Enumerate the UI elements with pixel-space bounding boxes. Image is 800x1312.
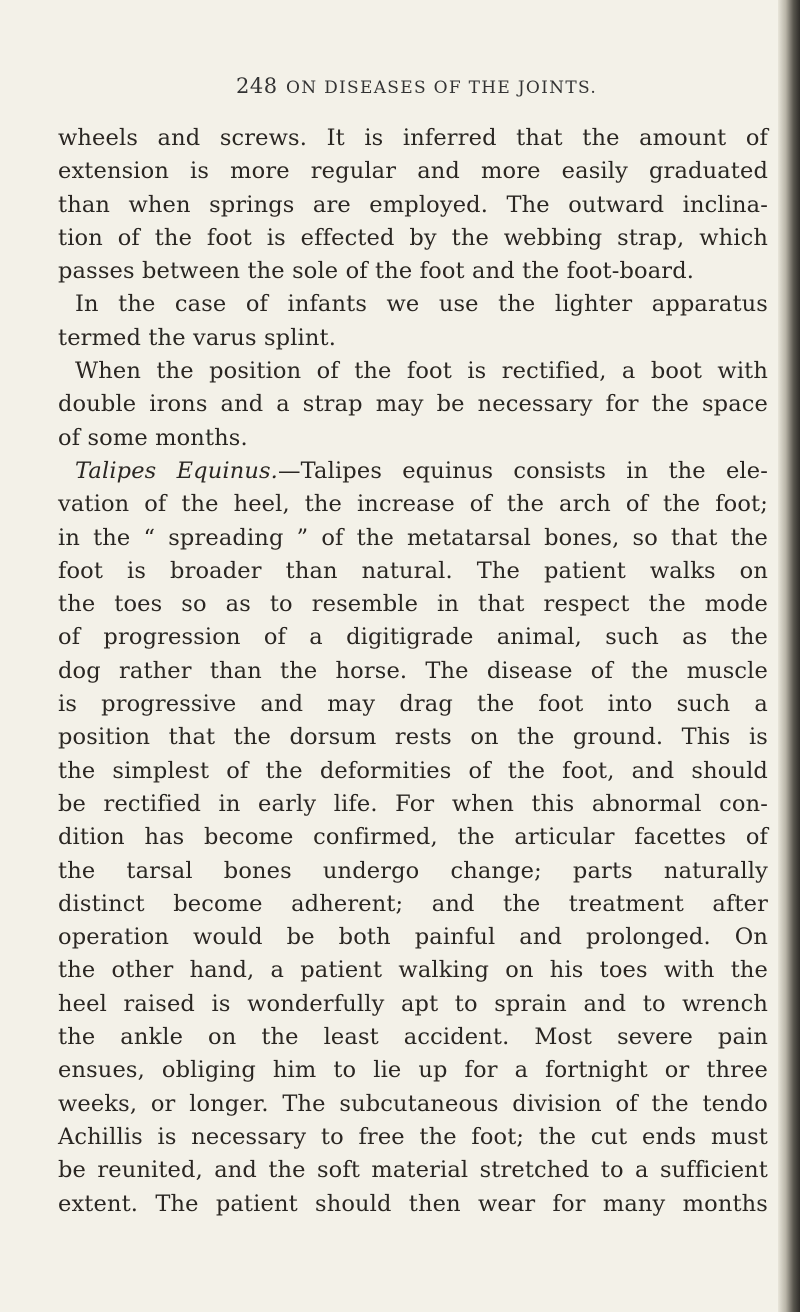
text-line: dog rather than the horse. The disease of the muscle [58, 657, 768, 684]
text-line: dition has become confirmed, the articular facettes of [58, 824, 768, 851]
page-edge-shadow [778, 0, 800, 1312]
text-line: the toes so as to resemble in that respect the mode [58, 591, 768, 618]
text-line: double irons and a strap may be necessary for the space [58, 391, 768, 418]
text-line: the ankle on the least accident. Most severe pain [58, 1024, 768, 1051]
text-line: tion of the foot is effected by the webbing strap, which [58, 224, 768, 251]
text-line: Achillis is necessary to free the foot; the cut ends must [58, 1123, 768, 1150]
text-line: than when springs are employed. The outward inclina- [58, 191, 768, 218]
text-line: the simplest of the deformities of the foot, and should [58, 757, 768, 784]
text-line: weeks, or longer. The subcutaneous division of the tendo [58, 1090, 768, 1117]
text-line: foot is broader than natural. The patient walks on [58, 557, 768, 584]
text-line: ensues, obliging him to lie up for a fortnight or three [58, 1057, 768, 1084]
text-line: is progressive and may drag the foot into such a [58, 691, 768, 718]
text-line: When the position of the foot is rectified, a boot with [75, 358, 768, 385]
section-heading: Talipes Equinus. [75, 457, 278, 484]
text-line: termed the varus splint. [58, 324, 337, 351]
text-line: wheels and screws. It is inferred that the amount of [58, 125, 768, 151]
text-line: heel raised is wonderfully apt to sprain and to wrench [58, 990, 768, 1017]
text-line: extent. The patient should then wear for many months [58, 1190, 768, 1217]
text-line: the other hand, a patient walking on his toes with the [58, 957, 768, 984]
text-line: be rectified in early life. For when this abnormal con- [58, 790, 768, 817]
section-line [58, 455, 768, 488]
page-header [0, 74, 780, 104]
text-line: passes between the sole of the foot and the foot-board. [58, 258, 695, 285]
text-line: position that the dorsum rests on the ground. This is [58, 724, 768, 751]
section-text: —Talipes equinus consists in the ele- [277, 457, 768, 484]
text-line: operation would be both painful and prolonged. On [58, 924, 768, 951]
body-text [58, 122, 768, 1221]
page-number: 248 [236, 74, 278, 98]
running-head: ON DISEASES OF THE JOINTS. [286, 78, 598, 98]
text-line: In the case of infants we use the lighter apparatus [75, 291, 768, 318]
text-line: of progression of a digitigrade animal, such as the [58, 624, 768, 651]
text-line: be reunited, and the soft material stretched to a sufficient [58, 1157, 768, 1184]
text-line: vation of the heel, the increase of the arch of the foot; [58, 491, 768, 518]
text-line: of some months. [58, 424, 248, 451]
text-line: extension is more regular and more easily graduated [58, 158, 768, 185]
text-line: distinct become adherent; and the treatment after [58, 890, 768, 917]
text-line: the tarsal bones undergo change; parts naturally [58, 857, 768, 884]
text-line: in the “ spreading ” of the metatarsal bones, so that the [58, 524, 768, 551]
